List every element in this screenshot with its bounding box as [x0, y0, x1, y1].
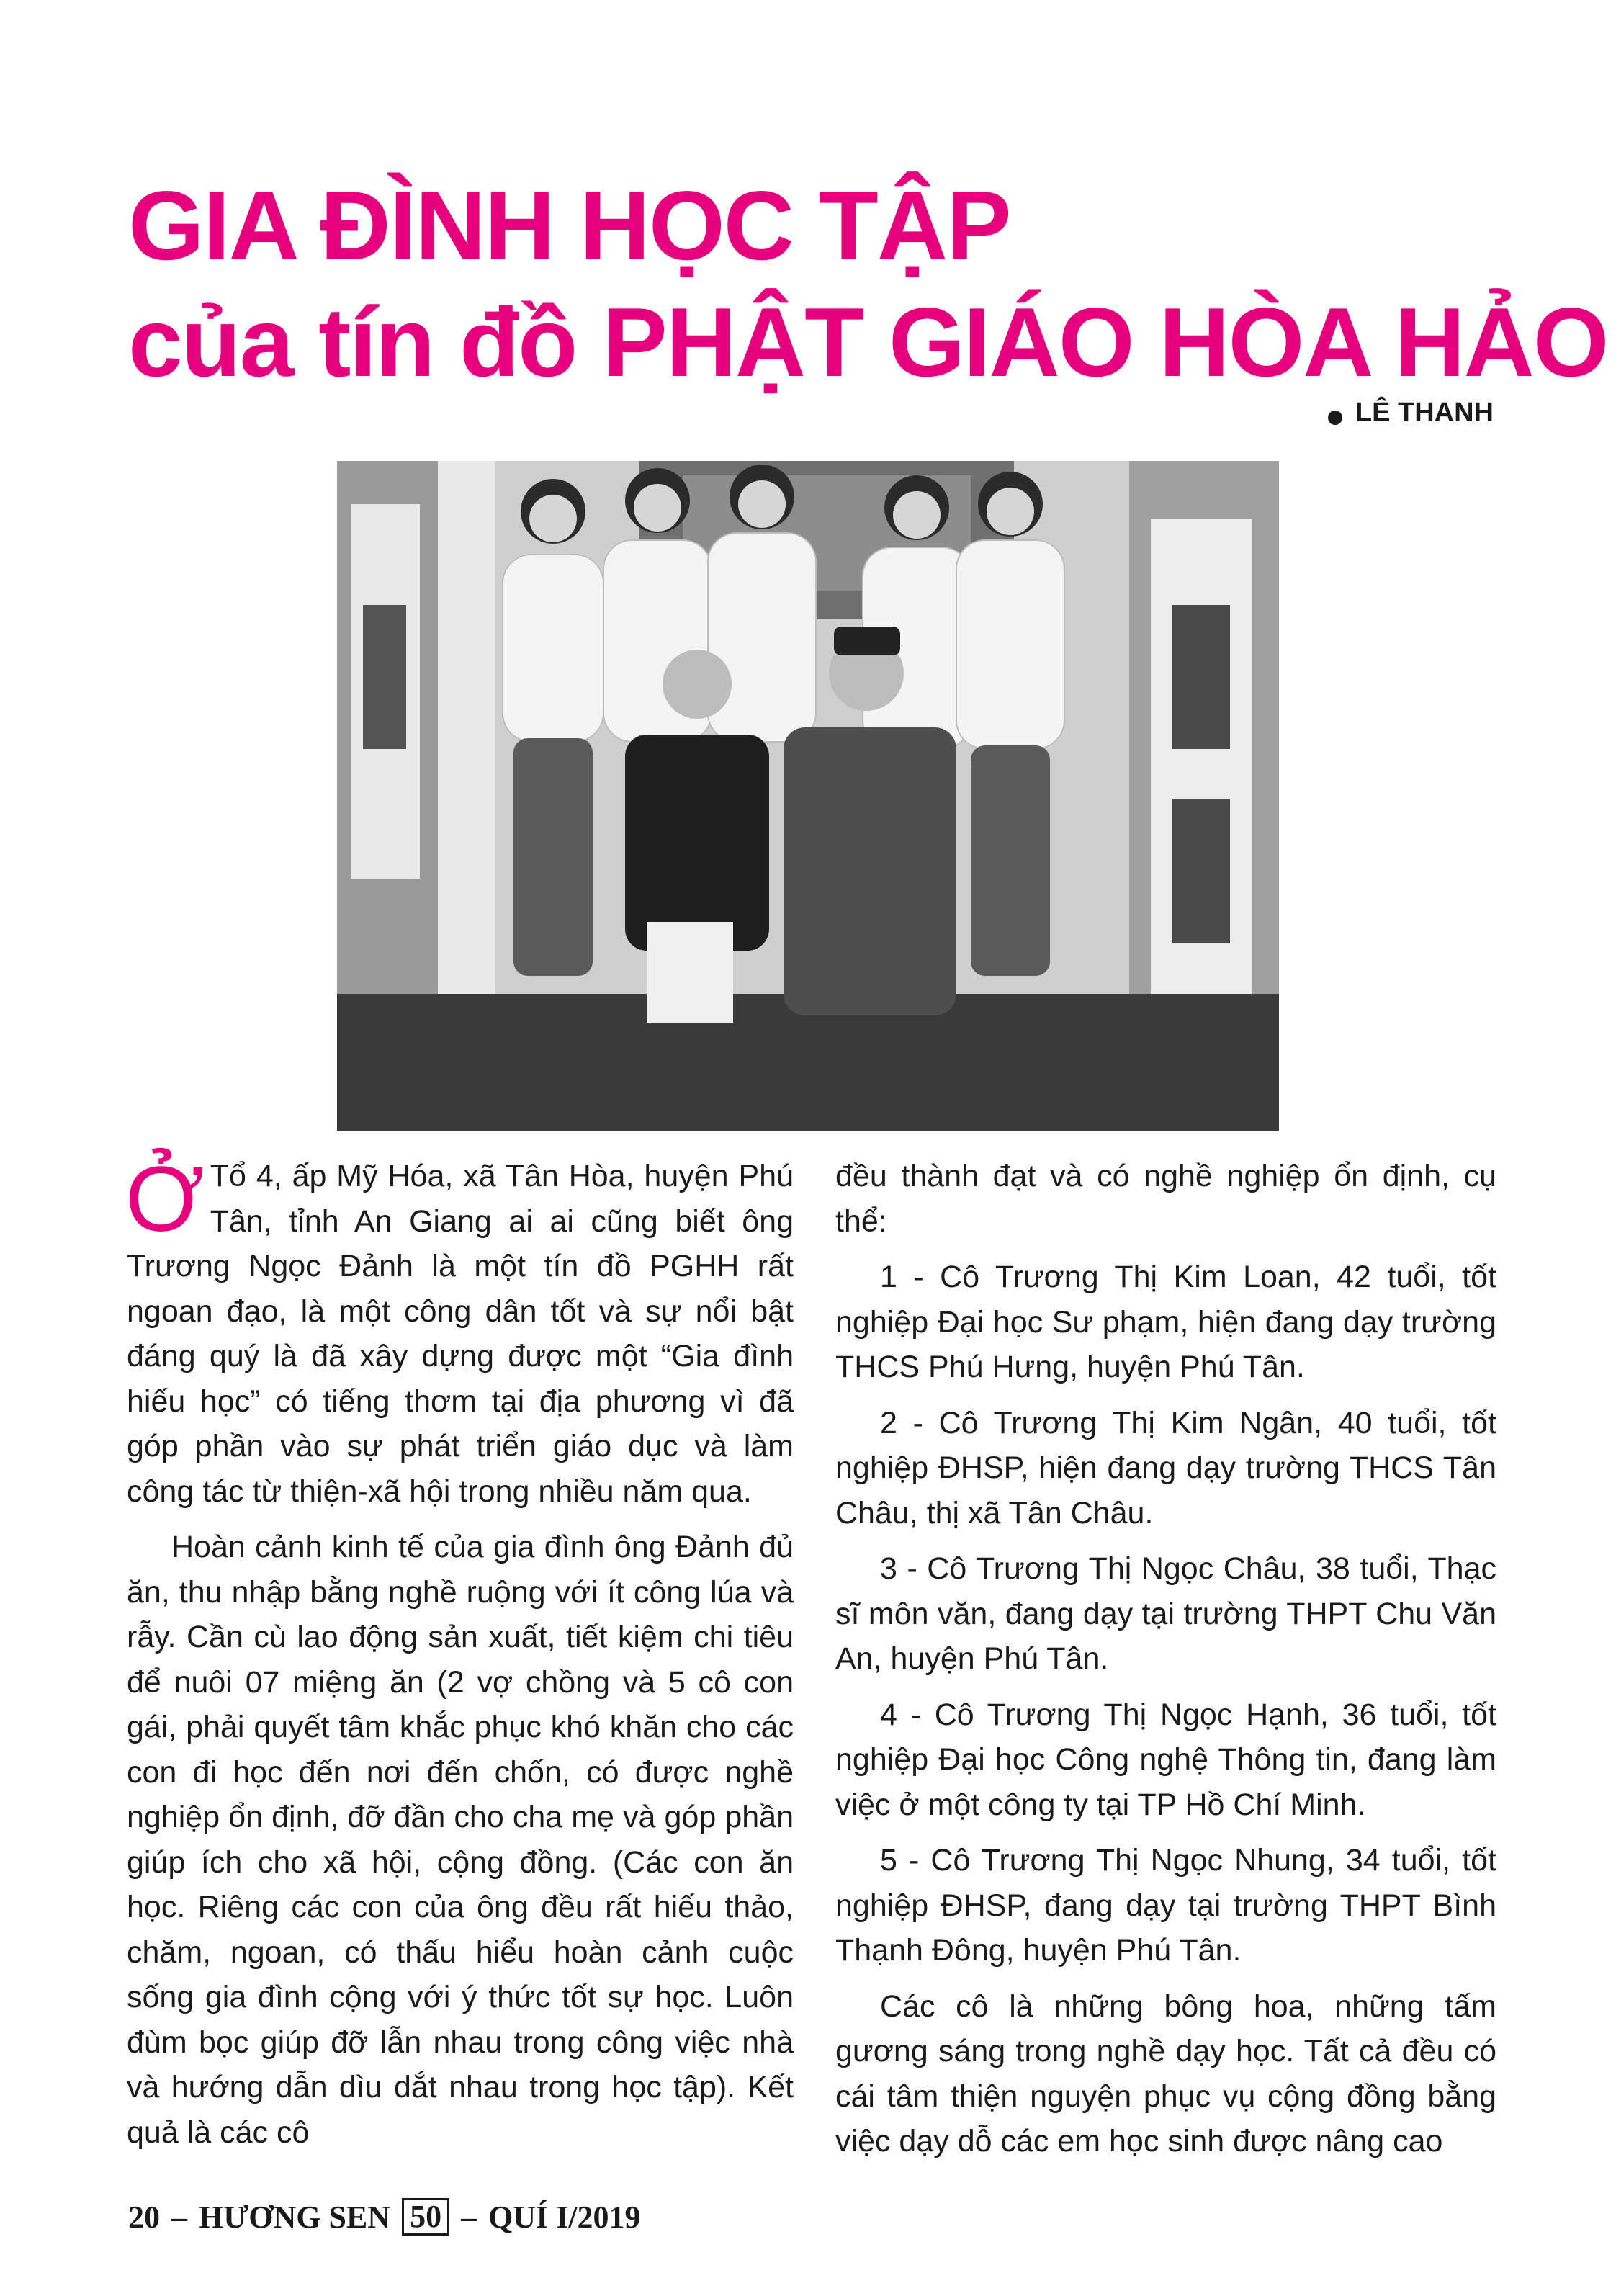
left-column: [125, 1148, 794, 2166]
family-photo-image: [337, 461, 1279, 1131]
family-photo: [337, 461, 1279, 1131]
paragraph-4: Các cô là những bông hoa, những tấm gương sáng trong nghề dạy học. Tất cả đều có cái tâm thiện nguyện phục vụ cộng đồng bằng việc dạy dỗ các em học sinh được nâng cao: [835, 1988, 1496, 2158]
bullet-icon: [1328, 411, 1342, 425]
title-line-1: GIA ĐÌNH HỌC TẬP: [128, 171, 1010, 280]
right-column: [835, 1154, 1496, 2175]
list-item-4: 4 - Cô Trương Thị Ngọc Hạnh, 36 tuổi, tốt nghiệp Đại học Công nghệ Thông tin, đang làm việc ở một công ty tại TP Hồ Chí Minh.: [835, 1697, 1496, 1822]
paragraph-1: [125, 1148, 794, 1514]
page-footer: [128, 2198, 641, 2236]
author-name: LÊ THANH: [1355, 398, 1494, 428]
list-item-2: 2 - Cô Trương Thị Kim Ngân, 40 tuổi, tốt nghiệp ĐHSP, hiện đang dạy trường THCS Tân Châu, thị xã Tân Châu.: [835, 1405, 1496, 1530]
issue-period: QUÍ I/2019: [488, 2199, 641, 2235]
footer-dash-2: –: [461, 2199, 477, 2235]
article-title: [128, 167, 1608, 400]
paragraph-3: đều thành đạt và có nghề nghiệp ổn định, cụ thể:: [835, 1159, 1496, 1239]
list-item-5: 5 - Cô Trương Thị Ngọc Nhung, 34 tuổi, tốt nghiệp ĐHSP, đang dạy tại trường THPT Bình Thạnh Đông, huyện Phú Tân.: [835, 1843, 1496, 1968]
issue-number: 50: [402, 2198, 449, 2236]
byline: [1328, 398, 1494, 429]
title-line-2: của tín đồ PHẬT GIÁO HÒA HẢO: [128, 287, 1608, 397]
page-number: 20: [128, 2199, 160, 2235]
list-item-1: 1 - Cô Trương Thị Kim Loan, 42 tuổi, tốt nghiệp Đại học Sư phạm, hiện đang dạy trường THCS Phú Hưng, huyện Phú Tân.: [835, 1260, 1496, 1384]
dropcap: Ở: [125, 1148, 205, 1251]
list-item-3: 3 - Cô Trương Thị Ngọc Châu, 38 tuổi, Thạc sĩ môn văn, đang dạy tại trường THPT Chu Văn An, huyện Phú Tân.: [835, 1551, 1496, 1676]
footer-dash-1: –: [171, 2199, 187, 2235]
paragraph-2: Hoàn cảnh kinh tế của gia đình ông Đảnh đủ ăn, thu nhập bằng nghề ruộng với ít công lúa và rẫy. Cần cù lao động sản xuất, tiết kiệm chi tiêu để nuôi 07 miệng ăn (2 vợ chồng và 5 cô con gái, phải quyết tâm khắc phục khó khăn cho các con đi học đến nơi đến chốn, có được nghề nghiệp ổn định, đỡ đần cho cha mẹ và góp phần giúp ích cho xã hội, cộng đồng. (Các con ăn học. Riêng các con của ông đều rất hiếu thảo, chăm, ngoan, có thấu hiểu hoàn cảnh cuộc sống gia đình cộng với ý thức tốt sự học. Luôn đùm bọc giúp đỡ lẫn nhau trong công việc nhà và hướng dẫn dìu dắt nhau trong học tập). Kết quả là các cô: [127, 1530, 794, 2150]
magazine-name: HƯƠNG SEN: [199, 2199, 391, 2235]
paragraph-1-text: Tổ 4, ấp Mỹ Hóa, xã Tân Hòa, huyện Phú Tân, tỉnh An Giang ai ai cũng biết ông Trương Ngọc Đảnh là một tín đồ PGHH rất ngoan đạo, là một công dân tốt và sự nổi bật đáng quý là đã xây dựng được một “Gia đình hiếu học” có tiếng thơm tại địa phương vì đã góp phần vào sự phát triển giáo dục và làm công tác từ thiện-xã hội trong nhiều năm qua.: [127, 1159, 794, 1509]
